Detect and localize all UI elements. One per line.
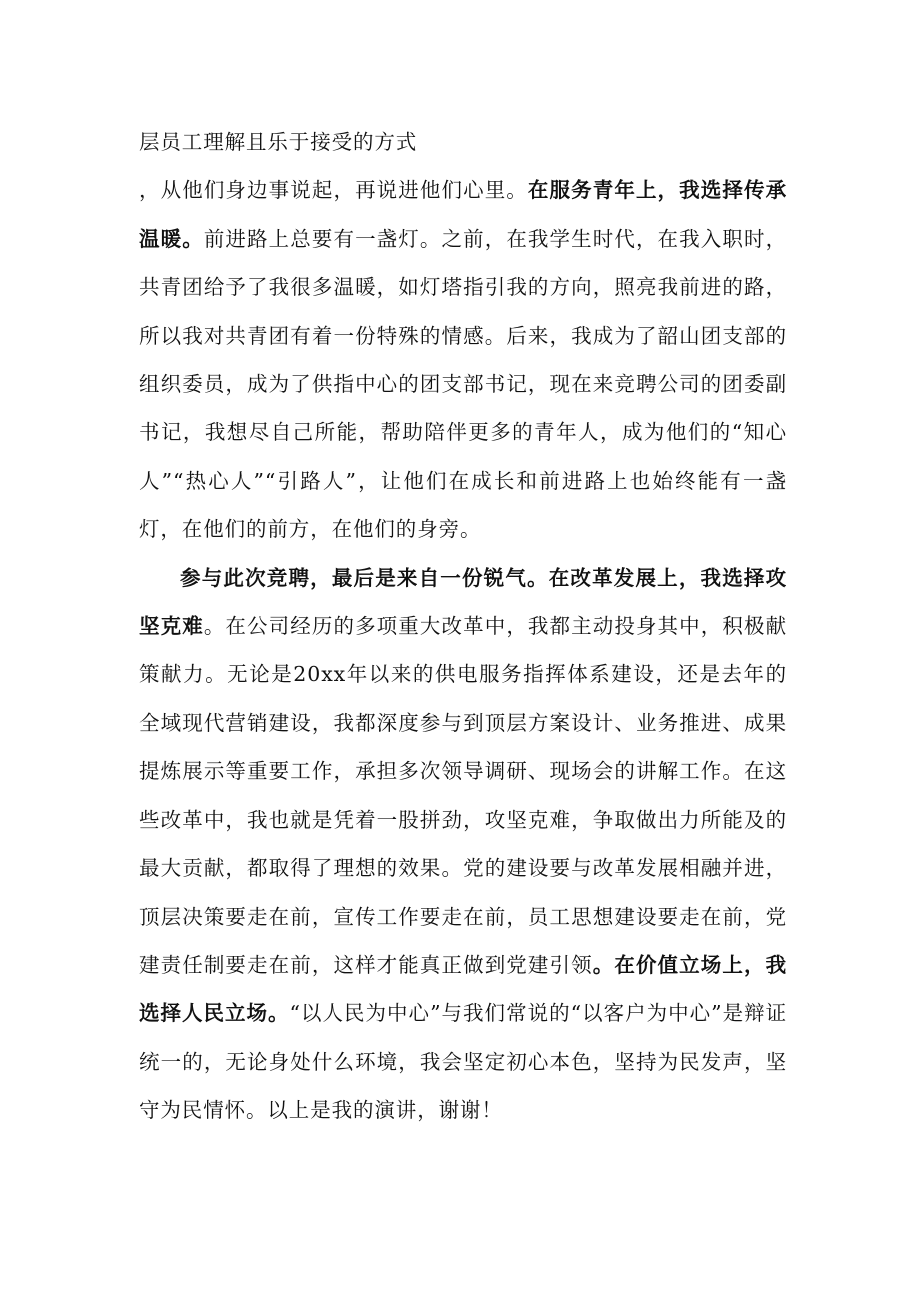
paragraph-3-bold-text: 。在价值立场上，我选择人民立场。	[139, 952, 787, 1026]
paragraph-3-text: 。在公司经历的多项重大改革中，我都主动投身其中，积极献策献力。无论是20xx年以来的供电服务指挥体系建设，还是去年的全域现代营销建设，我都深度参与到顶层方案设计、业务推进、成果提炼展示等重要工作，承担多次领导调研、现场会的讲解工作。在这些改革中，我也就是凭着一股拼劲，攻坚克难，争取做出力所能及的最大贡献，都取得了理想的效果。党的建设要与改革发展相融并进，顶层决策要走在前，宣传工作要走在前，员工思想建设要走在前，党建责任制要走在前，这样才能真正做到党建引领	[139, 614, 787, 977]
paragraph-3	[139, 554, 787, 1135]
paragraph-2-text-continued: 前进路上总要有一盏灯。之前，在我学生时代，在我入职时，共青团给予了我很多温暖，如灯塔指引我的方向，照亮我前进的路，所以我对共青团有着一份特殊的情感。后来，我成为了韶山团支部的组织委员，成为了供指中心的团支部书记，现在来竞聘公司的团委副书记，我想尽自己所能，帮助陪伴更多的青年人，成为他们的“知心人”“热心人”“引路人”，让他们在成长和前进路上也始终能有一盏灯，在他们的前方，在他们的身旁。	[139, 226, 787, 542]
paragraph-1-text: 层员工理解且乐于接受的方式	[139, 130, 418, 154]
paragraph-2-text: ，从他们身边事说起，再说进他们心里。	[139, 178, 528, 203]
paragraph-3-bold-lead: 参与此次竞聘，最后是来自一份锐气。在改革发展上，我选择攻坚克难	[139, 565, 787, 639]
document-body	[139, 118, 787, 1135]
paragraph-3-text-closing: “以人民为中心”与我们常说的“以客户为中心”是辩证统一的，无论身处什么环境，我会坚定初心本色，坚持为民发声，坚守为民情怀。以上是我的演讲，谢谢！	[139, 1001, 787, 1123]
paragraph-2	[139, 166, 787, 553]
paragraph-2-bold-text: 在服务青年上，我选择传承温暖。	[139, 178, 787, 251]
paragraph-1	[139, 118, 787, 166]
